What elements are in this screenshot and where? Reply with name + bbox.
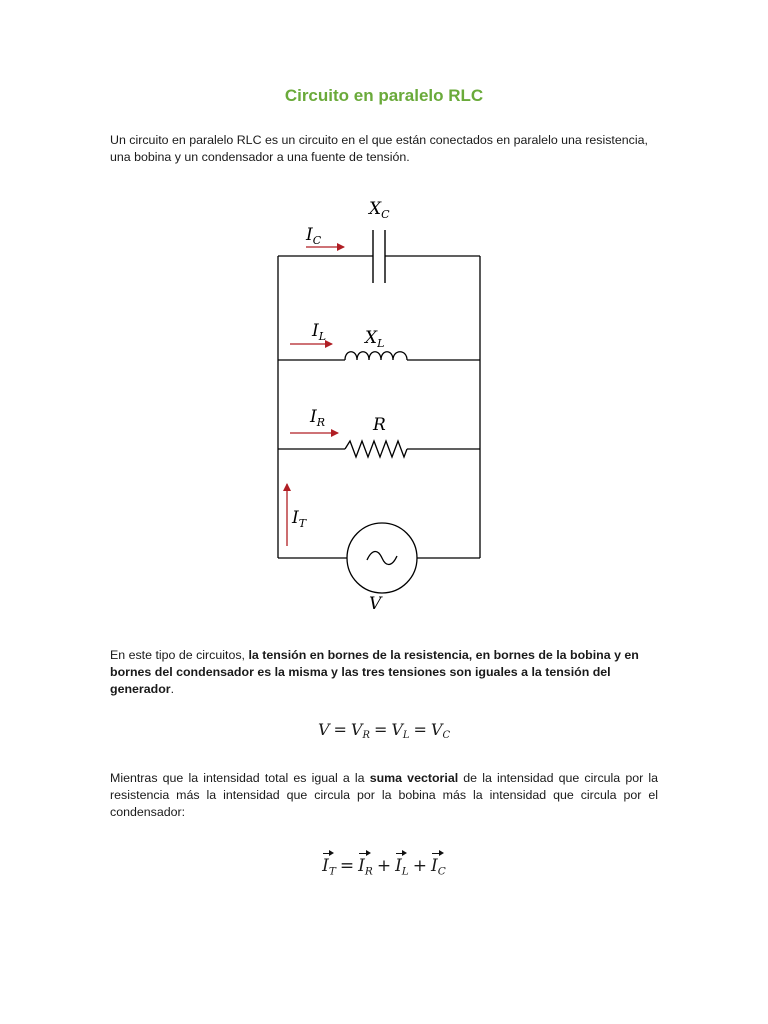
eq1-equals: =	[413, 720, 427, 739]
il-label: $I_L$	[312, 321, 327, 343]
eq1-vr-sub: R	[362, 730, 370, 742]
para2-text: En este tipo de circuitos,	[110, 648, 249, 662]
ir-label: $I_R$	[310, 407, 326, 429]
vector-ir: $I_R$	[358, 850, 373, 877]
para2-suffix: .	[170, 682, 175, 696]
vector-il: $I_L$	[395, 850, 409, 877]
current-vector-equation	[0, 850, 768, 877]
resistor-symbol	[345, 441, 407, 457]
eq1-vl-sub: L	[402, 730, 410, 742]
r-label: R	[373, 415, 386, 435]
para3-suffix: de la intensidad que circula por la resistencia más la intensidad que circula por la bobina más la intensidad que circula por el condensador:	[110, 771, 658, 819]
eq2-plus: +	[376, 856, 392, 876]
eq1-v: V	[317, 720, 330, 739]
eq1-vc-sub: C	[442, 730, 451, 742]
ic-label: $I_C$	[306, 225, 322, 247]
voltage-equation	[0, 720, 768, 741]
eq2-equals: =	[339, 856, 355, 876]
it-label: $I_T$	[292, 508, 307, 530]
eq1-vl: V	[391, 720, 403, 739]
vector-it: $I_T$	[322, 850, 336, 877]
eq1-equals: =	[373, 720, 388, 739]
vector-ic: $I_C$	[431, 850, 446, 877]
eq2-plus: +	[412, 856, 428, 876]
para2-bold-text: la tensión en bornes de la resistencia, en bornes de la bobina y en bornes del condensador es la misma y las tres tensiones son iguales a la tensión del generador	[110, 648, 639, 696]
v-label: V	[369, 594, 382, 614]
ac-source-symbol	[347, 523, 417, 593]
inductor-symbol	[345, 352, 407, 360]
circuit-wires	[278, 256, 480, 558]
xc-label: $X_C$	[369, 199, 390, 221]
tension-paragraph	[110, 647, 658, 698]
eq1-vr: V	[350, 720, 363, 739]
para3-bold-text: suma vectorial	[369, 771, 459, 785]
eq1-equals: =	[333, 720, 347, 739]
eq1-vc: V	[430, 720, 443, 739]
capacitor-symbol	[373, 230, 385, 283]
current-paragraph	[110, 770, 658, 821]
current-arrows	[287, 247, 344, 546]
xl-label: $X_L$	[365, 328, 385, 350]
page-title: Circuito en paralelo RLC	[284, 86, 484, 105]
intro-paragraph: Un circuito en paralelo RLC es un circuito en el que están conectados en paralelo una resistencia, una bobina y un condensador a una fuente de tensión.	[110, 133, 648, 164]
para3-text: Mientras que la intensidad total es igual a la	[110, 771, 370, 785]
